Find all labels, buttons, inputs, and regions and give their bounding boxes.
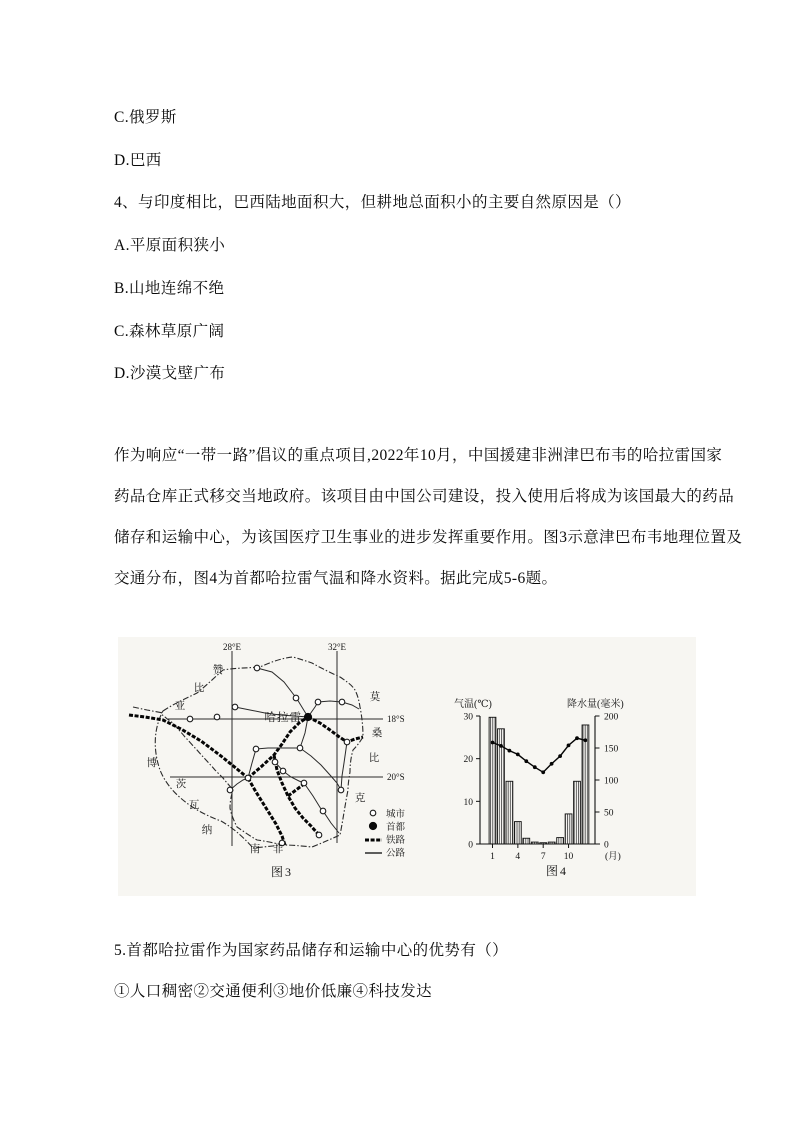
precip-bar-m9 — [557, 838, 564, 844]
neighbor-label-char: 博 — [146, 758, 158, 769]
parallel-label-20s: 20°S — [387, 772, 405, 782]
zambezi-border-fragment — [133, 707, 163, 713]
right-tick-label: 200 — [604, 712, 619, 723]
zimbabwe-border — [161, 657, 363, 847]
precip-bar-m11 — [574, 781, 581, 844]
question-4-text: 4、与印度相比，巴西陆地面积大，但耕地总面积小的主要自然原因是（） — [114, 194, 631, 211]
temp-point-m7 — [541, 770, 545, 774]
x-axis-ticks — [490, 844, 573, 862]
precipitation-bars — [489, 717, 589, 844]
x-axis-unit: (月) — [605, 852, 621, 862]
zimbabwe-map-figure — [125, 643, 455, 883]
temp-polyline — [493, 738, 586, 772]
temp-point-m3 — [508, 749, 512, 753]
meridian-label-32e: 32°E — [327, 643, 347, 652]
temp-point-m1 — [491, 741, 495, 745]
temp-point-m12 — [584, 738, 588, 742]
temperature-line — [491, 736, 588, 774]
neighbor-label-char: 比 — [368, 753, 380, 764]
neighbor-label-char: 桑 — [371, 728, 383, 739]
question-5-choices: ①人口稠密②交通便利③地价低廉④科技发达 — [114, 983, 433, 1000]
legend-railway-label: 铁路 — [386, 836, 406, 846]
neighbor-label-char: 比 — [193, 683, 205, 694]
neighbor-label-char: 莫 — [369, 692, 381, 703]
right-tick-label: 100 — [604, 776, 619, 787]
precip-bar-m4 — [514, 822, 521, 844]
left-tick-label: 20 — [463, 755, 473, 766]
question-4-option-d: D.沙漠戈壁广布 — [114, 365, 226, 382]
temp-point-m8 — [550, 762, 554, 766]
precip-bar-m12 — [582, 725, 589, 844]
figure3-caption: 图3 — [270, 865, 294, 879]
parallel-label-18s: 18°S — [387, 714, 405, 724]
right-axis-title: 降水量(毫米) — [567, 699, 624, 710]
meridian-label-28e: 28°E — [222, 643, 242, 652]
neighbor-label-char: 亚 — [174, 701, 186, 712]
x-tick-label: 4 — [515, 852, 521, 862]
neighbor-label-char: 非 — [272, 844, 284, 855]
neighbor-label-char: 赞 — [212, 665, 224, 676]
x-tick-label: 7 — [540, 852, 546, 862]
legend-road-label: 公路 — [386, 849, 406, 859]
temp-point-m11 — [575, 736, 579, 740]
neighbor-label-char: 茨 — [175, 779, 187, 790]
left-tick-label: 10 — [463, 797, 473, 808]
left-axis-ticks — [464, 713, 481, 851]
temp-point-m6 — [533, 765, 537, 769]
temp-point-m9 — [558, 754, 562, 758]
passage-line-2: 药品仓库正式移交当地政府。该项目由中国公司建设，投入使用后将成为该国最大的药品 — [114, 488, 735, 505]
x-tick-label: 10 — [563, 852, 574, 862]
legend-capital-icon — [369, 822, 376, 829]
passage-line-4: 交通分布，图4为首都哈拉雷气温和降水资料。据此完成5-6题。 — [114, 570, 558, 587]
question-4-option-a: A.平原面积狭小 — [114, 237, 226, 254]
legend-capital-label: 首都 — [386, 823, 406, 833]
neighbor-label-char: 纳 — [201, 825, 213, 836]
temp-point-m2 — [499, 744, 503, 748]
harare-climate-chart — [450, 693, 695, 883]
legend-city-icon — [370, 810, 376, 816]
left-axis-title: 气温(℃) — [454, 699, 492, 710]
precip-bar-m3 — [506, 781, 513, 844]
city-markers — [187, 665, 350, 846]
temp-point-m10 — [567, 744, 571, 748]
option-line-d: D.巴西 — [114, 152, 162, 169]
legend-city-label: 城市 — [386, 810, 406, 820]
neighbor-country-labels — [147, 663, 383, 855]
figure4-caption: 图4 — [545, 864, 569, 878]
neighbor-label-char: 瓦 — [188, 800, 200, 811]
temp-point-m5 — [524, 759, 528, 763]
question-4-option-b: B.山地连绵不绝 — [114, 280, 225, 297]
precip-bar-m10 — [565, 814, 572, 844]
right-tick-label: 0 — [604, 840, 609, 851]
question-4-option-c: C.森林草原广阔 — [114, 323, 225, 340]
option-line-c: C.俄罗斯 — [114, 109, 177, 126]
temp-point-m4 — [516, 753, 520, 757]
botswana-border-fragment — [155, 715, 283, 848]
passage-line-3: 储存和运输中心，为该国医疗卫生事业的进步发挥重要作用。图3示意津巴布韦地理位置及 — [114, 529, 743, 546]
neighbor-label-char: 克 — [354, 793, 366, 804]
x-tick-label: 1 — [490, 852, 495, 862]
precip-bar-m1 — [489, 717, 496, 844]
precip-bar-m5 — [523, 838, 530, 844]
right-axis-ticks — [595, 713, 619, 851]
question-5-text: 5.首都哈拉雷作为国家药品储存和运输中心的优势有（） — [114, 942, 509, 959]
right-tick-label: 150 — [604, 744, 619, 755]
passage-line-1: 作为响应“一带一路”倡议的重点项目,2022年10月，中国援建非洲津巴布韦的哈拉雷国家 — [114, 447, 723, 464]
neighbor-label-char: 南 — [249, 844, 261, 855]
left-tick-label: 0 — [468, 840, 473, 851]
map-legend — [365, 808, 406, 859]
right-tick-label: 50 — [604, 808, 614, 819]
capital-marker — [304, 713, 311, 720]
left-tick-label: 30 — [463, 712, 473, 723]
capital-name-label: 哈拉雷 — [264, 712, 302, 724]
